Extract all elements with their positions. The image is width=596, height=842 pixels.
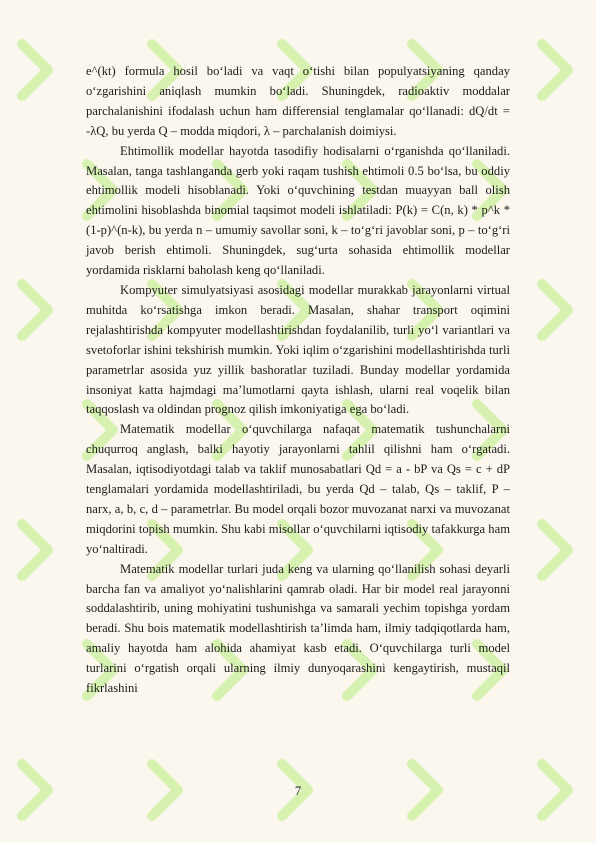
paragraph-2: Ehtimollik modellar hayotda tasodifiy hodisalarni o‘rganishda qo‘llaniladi. Masalan, tanga tashlanganda gerb yoki raqam tushish ehtimoli 0.5 bo‘lsa, bu oddiy ehtimollik modeli hisoblanadi. Yoki o‘quvchining testdan muayyan ball olish ehtimolini hisoblashda binomial taqsimot modeli ishlatiladi: P(k) = C(n, k) * p^k * (1-p)^(n-k), bu yerda n – umumiy savollar soni, k – to‘g‘ri javoblar soni, p – to‘g‘ri javob berish ehtimoli. Shuningdek, sug‘urta sohasida ehtimollik modellar yordamida risklarni baholash keng qo‘llaniladi.	[86, 143, 510, 278]
watermark-mark-9	[22, 284, 48, 336]
document-body	[86, 62, 510, 699]
paragraph-1: e^(kt) formula hosil bo‘ladi va vaqt o‘tishi bilan populyatsiyaning qanday o‘zgarishini aniqlash mumkin bo‘ladi. Shuningdek, radioaktiv moddalar parchalanishini ifodalash uchun ham differensial tenglamalar qo‘llanadi: dQ/dt = -λQ, bu yerda Q – modda miqdori, λ – parchalanish doimiysi.	[86, 64, 510, 138]
paragraph-5: Matematik modellar turlari juda keng va ularning qo‘llanilish sohasi deyarli barcha fan va amaliyot yo‘nalishlarini qamrab oladi. Har bir model real jarayonni soddalashtirib, uning mohiyatini tushunishga va samarali yechim topishga yordam beradi. Shu bois matematik modellashtirish ta’limda ham, ilmiy tadqiqotlarda ham, amaliy hayotda ham alohida ahamiyat kasb etadi. O‘quvchilarga turli model turlarini o‘rgatish orqali ularning ilmiy dunyoqarashini kengaytirish, mustaqil fikrlashini	[86, 561, 510, 696]
watermark-mark-13	[542, 284, 568, 336]
page-number: 7	[294, 784, 302, 798]
watermark-mark-18	[22, 524, 48, 576]
watermark-mark-22	[542, 524, 568, 576]
paragraph-4: Matematik modellar o‘quvchilarga nafaqat matematik tushunchalarni chuqurroq anglash, balki hayotiy jarayonlarni tahlil qilishni ham o‘rgatadi. Masalan, iqtisodiyotdagi talab va taklif munosabatlari Qd = a - bP va Qs = c + dP tenglamalari yordamida modellashtiriladi, bu yerda Qd – talab, Qs – taklif, P – narx, a, b, c, d – parametrlar. Bu model orqali bozor muvozanat narxi va muvozanat miqdorini topish mumkin. Shu kabi misollar o‘quvchilarni iqtisodiy tafakkurga ham yo‘naltiradi.	[86, 422, 510, 556]
watermark-mark-4	[542, 44, 568, 96]
paragraph-3: Kompyuter simulyatsiyasi asosidagi modellar murakkab jarayonlarni virtual muhitda ko‘rsatishga imkon beradi. Masalan, shahar transport oqimini rejalashtirishda kompyuter modellashtirishdan foydalanilib, turli yo‘l variantlari va svetoforlar ishini tekshirish mumkin. Yoki iqlim o‘zgarishini modellashtirishda turli parametrlar asosida yuz yillik bashoratlar tuziladi. Bunday modellar yordamida insoniyat katta hajmdagi ma’lumotlarni qayta ishlash, ularni real voqelik bilan taqqoslash va oldindan prognoz qilish imkoniyatiga ega bo‘ladi.	[86, 282, 510, 417]
watermark-mark-0	[22, 44, 48, 96]
